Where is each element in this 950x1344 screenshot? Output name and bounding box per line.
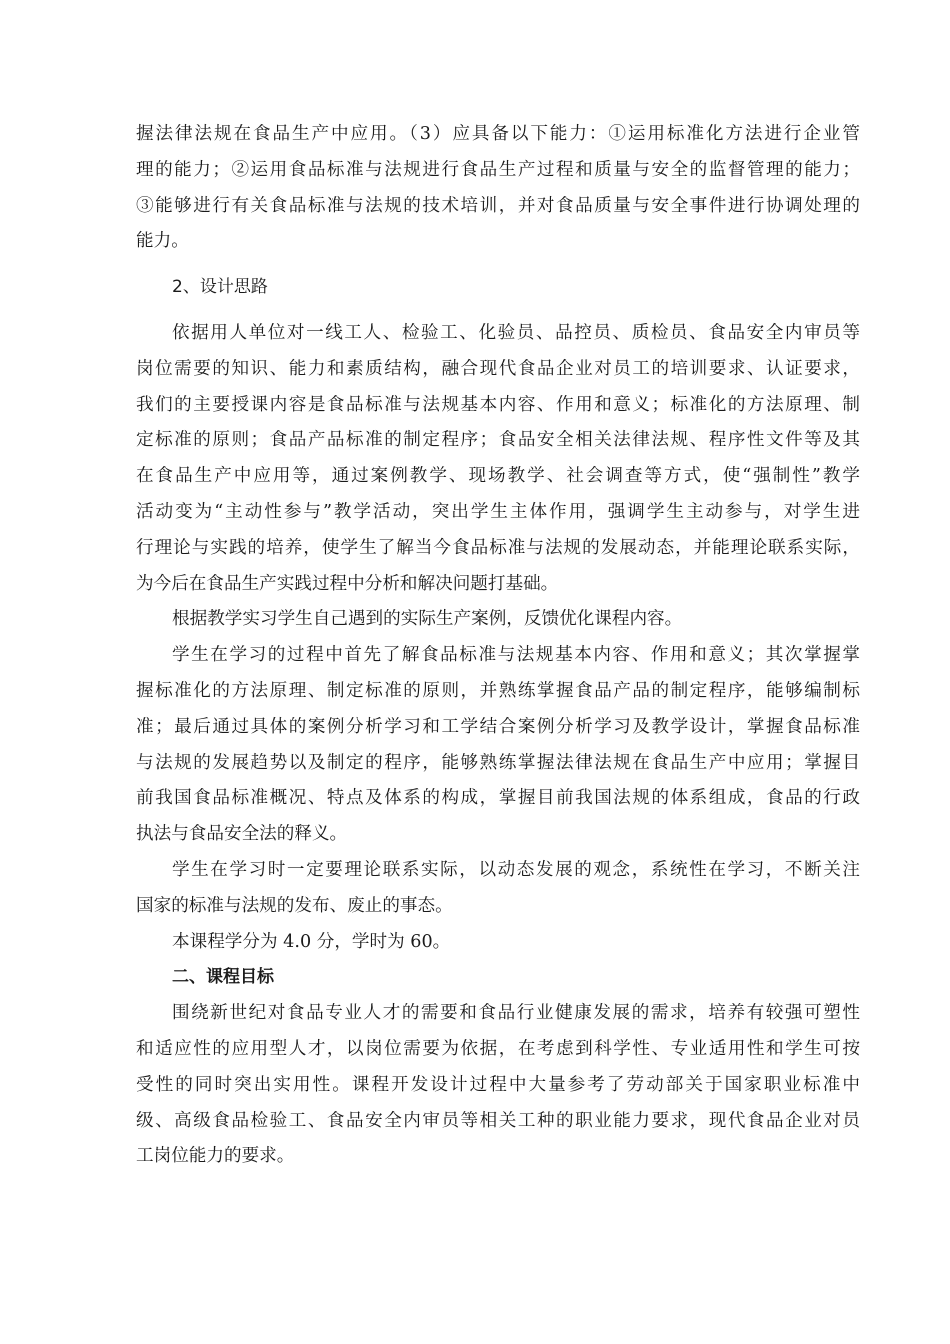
paragraph-design [136, 316, 860, 602]
text-line: 能力。 [136, 231, 189, 252]
text-line: 准；最后通过具体的案例分析学习和工学结合案例分析学习及教学设计，掌握食品标准 [136, 716, 860, 737]
text-line: ③能够进行有关食品标准与法规的技术培训，并对食品质量与安全事件进行协调处理的 [136, 195, 860, 216]
text-line: 岗位需要的知识、能力和素质结构，融合现代食品企业对员工的培训要求、认证要求， [136, 358, 860, 379]
text-line: 行理论与实践的培养，使学生了解当今食品标准与法规的发展动态，并能理论联系实际， [136, 537, 860, 558]
text-line: 学生在学习的过程中首先了解食品标准与法规基本内容、作用和意义；其次掌握掌 [172, 645, 860, 666]
text-line: 为今后在食品生产实践过程中分析和解决问题打基础。 [136, 573, 559, 594]
text-line: 定标准的原则；食品产品标准的制定程序；食品安全相关法律法规、程序性文件等及其 [136, 430, 860, 451]
text-line: 握法律法规在食品生产中应用。（3）应具备以下能力：①运用标准化方法进行企业管 [136, 124, 860, 144]
paragraph-feedback: 根据教学实习学生自己遇到的实际生产案例，反馈优化课程内容。 [172, 609, 683, 630]
text-line: 我们的主要授课内容是食品标准与法规基本内容、作用和意义；标准化的方法原理、制 [136, 394, 860, 415]
paragraph-learning [136, 638, 860, 853]
text-line: 围绕新世纪对食品专业人才的需要和食品行业健康发展的需求，培养有较强可塑性 [172, 1003, 860, 1024]
paragraph-goals [136, 996, 860, 1175]
text-line: 国家的标准与法规的发布、废止的事态。 [136, 895, 453, 916]
text-line: 工岗位能力的要求。 [136, 1146, 295, 1167]
text-line: 握标准化的方法原理、制定标准的原则，并熟练掌握食品产品的制定程序，能够编制标 [136, 680, 860, 701]
text-line: 理的能力；②运用食品标准与法规进行食品生产过程和质量与安全的监督管理的能力； [136, 159, 860, 180]
paragraph-credits: 本课程学分为 4.0 分，学时为 60。 [172, 931, 451, 952]
text-line: 学生在学习时一定要理论联系实际，以动态发展的观念，系统性在学习，不断关注 [172, 859, 860, 880]
paragraph-abilities [136, 117, 860, 260]
document-page [136, 117, 860, 1175]
text-line: 执法与食品安全法的释义。 [136, 824, 348, 845]
text-line: 级、高级食品检验工、食品安全内审员等相关工种的职业能力要求，现代食品企业对员 [136, 1110, 860, 1131]
text-line: 与法规的发展趋势以及制定的程序，能够熟练掌握法律法规在食品生产中应用；掌握目 [136, 752, 860, 773]
text-line: 在食品生产中应用等，通过案例教学、现场教学、社会调查等方式，使“强制性”教学 [136, 466, 860, 487]
text-line: 和适应性的应用型人才，以岗位需要为依据，在考虑到科学性、专业适用性和学生可按 [136, 1038, 860, 1059]
text-line: 前我国食品标准概况、特点及体系的构成，掌握目前我国法规的体系组成，食品的行政 [136, 788, 860, 809]
section-heading-goals: 二、课程目标 [172, 967, 274, 988]
text-line: 受性的同时突出实用性。课程开发设计过程中大量参考了劳动部关于国家职业标准中 [136, 1074, 860, 1095]
text-line: 活动变为“主动性参与”教学活动，突出学生主体作用，强调学生主动参与，对学生进 [136, 501, 860, 522]
text-line: 依据用人单位对一线工人、检验工、化验员、品控员、质检员、食品安全内审员等 [172, 322, 860, 343]
section-heading-design: 2、设计思路 [172, 277, 268, 298]
paragraph-practice [136, 853, 860, 925]
